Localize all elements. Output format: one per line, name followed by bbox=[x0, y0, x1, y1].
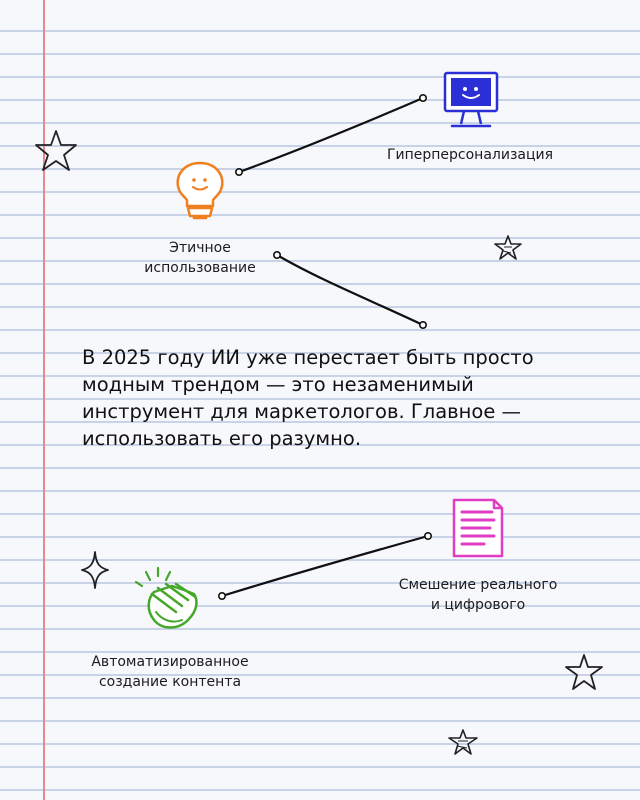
star-icon bbox=[492, 234, 524, 262]
monitor-icon bbox=[442, 70, 502, 132]
main-paragraph-line4: использовать его разумно. bbox=[82, 427, 362, 450]
label-ethical-use-line2: использование bbox=[144, 260, 256, 276]
star-icon bbox=[446, 728, 480, 756]
label-automated-line2: создание контента bbox=[98, 674, 242, 690]
main-paragraph-line1: В 2025 году ИИ уже перестает быть просто bbox=[82, 346, 534, 369]
main-paragraph-line3: инструмент для маркетологов. Главное — bbox=[82, 400, 522, 423]
label-mixing-real-digital bbox=[378, 575, 578, 615]
star-icon bbox=[32, 128, 80, 174]
main-paragraph bbox=[82, 344, 562, 452]
label-ethical-use bbox=[120, 238, 280, 278]
main-paragraph-line2: модным трендом — это незаменимый bbox=[82, 373, 474, 396]
clapping-hands-icon bbox=[136, 568, 202, 634]
label-automated-line1: Автоматизированное bbox=[91, 654, 249, 670]
document-icon bbox=[450, 496, 506, 562]
label-ethical-use-line1: Этичное bbox=[169, 240, 231, 256]
label-hyperpersonalization: Гиперперсонализация bbox=[386, 147, 554, 163]
label-mixing-line1: Смешение реального bbox=[398, 577, 558, 593]
label-automated-content bbox=[70, 652, 270, 692]
label-mixing-line2: и цифрового bbox=[430, 597, 526, 613]
star-icon bbox=[562, 652, 606, 692]
star-icon bbox=[80, 550, 110, 590]
lightbulb-icon bbox=[172, 160, 228, 224]
